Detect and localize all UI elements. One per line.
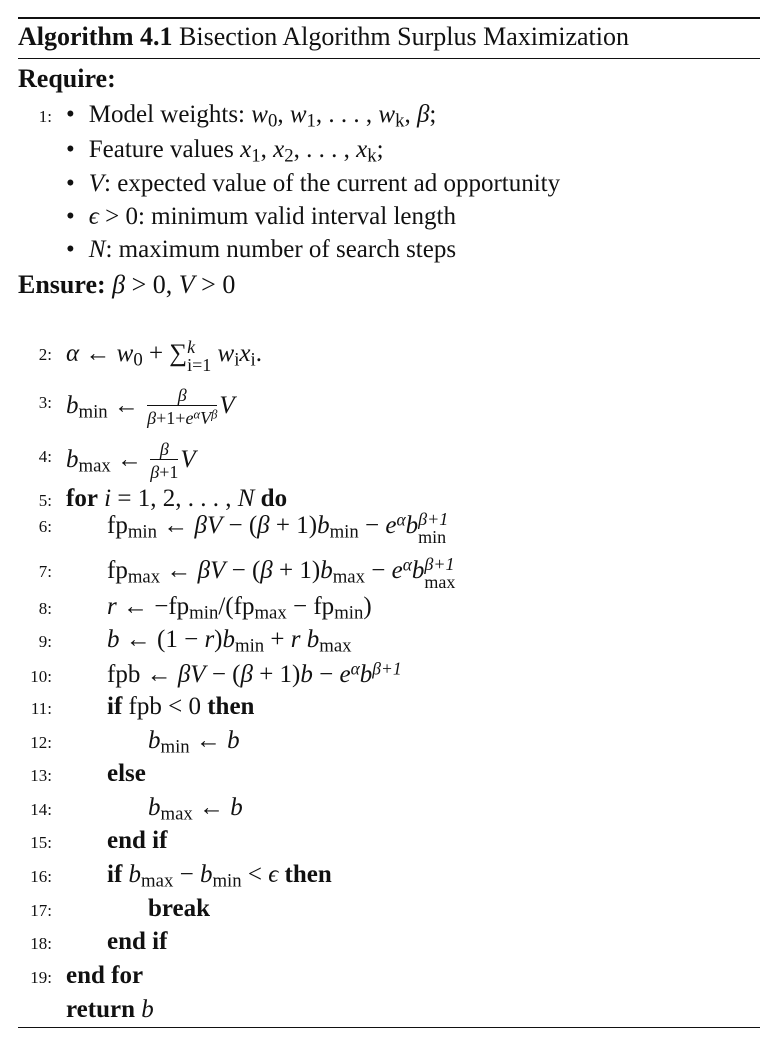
math-symbol: x: [356, 136, 368, 163]
math-symbol: ϵ: [88, 203, 99, 230]
subscript: 1: [251, 145, 261, 167]
require-item-content: [66, 100, 436, 130]
math-symbol: w: [251, 101, 268, 128]
ensure-condition: [106, 270, 236, 299]
superscript: α: [396, 509, 406, 530]
math-symbol: b: [405, 512, 419, 539]
math-symbol: b: [66, 446, 79, 473]
math-text: fpb ←: [107, 661, 178, 688]
line-content: [66, 961, 143, 991]
math-symbol: b: [306, 626, 320, 653]
subscript: k: [367, 145, 377, 167]
math-symbol: r: [204, 626, 215, 653]
line-number: 13:: [30, 766, 52, 785]
subscript: min: [418, 527, 447, 547]
math-symbol: β: [260, 557, 273, 584]
superscript: β+1: [418, 509, 449, 529]
superscript: α: [193, 407, 201, 422]
algorithm-label: Algorithm 4.1: [18, 22, 173, 51]
math-text: ;: [376, 136, 384, 163]
math-symbol: b: [148, 727, 161, 754]
keyword: then: [207, 693, 255, 720]
keyword: end if: [107, 827, 168, 854]
subscript: max: [424, 572, 456, 592]
keyword: if: [107, 693, 123, 720]
math-symbol: w: [378, 101, 396, 128]
math-text: − (: [225, 557, 261, 584]
superscript: β+1: [372, 658, 402, 679]
math-symbol: ϵ: [268, 861, 279, 888]
math-symbol: w: [289, 101, 307, 128]
math-symbol: β: [150, 461, 160, 482]
subscript: max: [78, 455, 111, 477]
math-symbol: b: [148, 794, 161, 821]
keyword: if: [107, 861, 123, 888]
keyword: do: [260, 485, 288, 512]
subscript: max: [319, 635, 352, 657]
subscript: min: [78, 401, 108, 423]
keyword: then: [284, 861, 332, 888]
line-number: 17:: [30, 901, 52, 920]
math-symbol: β: [257, 512, 270, 539]
line-content: [107, 625, 352, 655]
subscript: min: [235, 635, 265, 657]
line-number: 7:: [38, 562, 52, 581]
bullet-icon: •: [66, 236, 75, 263]
math-text: Model weights:: [88, 101, 252, 128]
line-number: 16:: [30, 867, 52, 886]
subscript: 0: [133, 349, 143, 371]
math-text: −: [364, 557, 392, 584]
algorithm-title: Bisection Algorithm Surplus Maximization: [179, 22, 629, 51]
math-text: − (: [222, 512, 258, 539]
line-number: 3:: [38, 393, 52, 412]
math-text: ←: [189, 727, 228, 754]
ensure-line: [18, 270, 235, 300]
math-text: > 0: [194, 270, 236, 299]
math-text: > 0,: [125, 270, 179, 299]
math-text: ← −fp: [116, 593, 190, 620]
math-symbol: w: [217, 340, 235, 367]
math-symbol: N: [88, 236, 106, 263]
line-content: [107, 555, 455, 591]
math-symbol: i: [104, 485, 112, 512]
math-symbol: b: [320, 557, 333, 584]
line-number: 2:: [38, 345, 52, 364]
bullet-icon: •: [66, 203, 75, 230]
require-label: Require:: [18, 64, 116, 93]
math-text: + 1): [272, 557, 321, 584]
sub-superscript: [187, 338, 211, 374]
math-symbol: β: [112, 270, 126, 299]
math-text: + ∑: [142, 340, 188, 367]
math-symbol: V: [180, 446, 196, 473]
math-text: ): [214, 626, 223, 653]
line-content: [66, 995, 154, 1025]
line-content: [107, 592, 372, 622]
math-text: − (: [205, 661, 241, 688]
bottom-rule: [18, 1027, 760, 1028]
bullet-icon: •: [66, 101, 75, 128]
math-symbol: β: [416, 101, 430, 128]
subscript: 1: [306, 110, 316, 132]
keyword: for: [66, 485, 98, 512]
math-symbol: b: [317, 512, 330, 539]
subscript: max: [332, 566, 365, 588]
math-symbol: β: [240, 661, 253, 688]
math-text: ,: [404, 101, 417, 128]
math-symbol: V: [219, 392, 235, 419]
math-text: ,: [277, 101, 290, 128]
ensure-label: Ensure:: [18, 270, 106, 299]
math-text: /(fp: [218, 593, 255, 620]
subscript: min: [329, 521, 359, 543]
subscript: min: [212, 870, 242, 892]
math-symbol: β: [147, 407, 157, 428]
require-item-content: [66, 202, 456, 232]
math-symbol: β: [177, 385, 187, 405]
line-content: [148, 793, 243, 823]
math-symbol: b: [300, 661, 313, 688]
bullet-icon: •: [66, 136, 75, 163]
math-symbol: b: [128, 861, 142, 888]
math-symbol: b: [230, 794, 243, 821]
math-symbol: V: [200, 407, 212, 428]
subscript: min: [160, 736, 190, 758]
math-text: +1: [159, 461, 179, 482]
line-number: 8:: [38, 599, 52, 618]
line-number: 18:: [30, 934, 52, 953]
line-number: 4:: [38, 447, 52, 466]
keyword: end if: [107, 928, 168, 955]
math-symbol: x: [239, 340, 251, 367]
math-symbol: b: [227, 727, 240, 754]
keyword: else: [107, 760, 146, 787]
math-symbol: e: [385, 512, 397, 539]
keyword: return: [66, 996, 135, 1023]
math-text: <: [241, 861, 269, 888]
sub-superscript: [424, 555, 455, 591]
line-content: [148, 726, 240, 756]
subscript: min: [189, 602, 219, 624]
numerator: [150, 440, 178, 460]
keyword: end for: [66, 962, 144, 989]
math-symbol: βV: [177, 661, 206, 688]
math-text: ←: [192, 794, 231, 821]
line-number: 9:: [38, 632, 52, 651]
numerator: [147, 386, 217, 406]
math-text: + 1): [252, 661, 301, 688]
superscript: α: [402, 554, 412, 575]
math-symbol: b: [199, 861, 213, 888]
math-text: ←: [110, 446, 149, 473]
line-content: [66, 440, 196, 482]
require-item-content: [66, 169, 560, 199]
subscript: i: [250, 349, 256, 371]
subscript: min: [127, 521, 157, 543]
math-symbol: b: [66, 392, 79, 419]
math-text: fp: [107, 512, 128, 539]
math-text: , . . . ,: [293, 136, 357, 163]
subscript: 2: [284, 145, 294, 167]
math-text: ←: [160, 557, 198, 584]
superscript: β+1: [424, 554, 455, 574]
math-symbol: N: [237, 485, 255, 512]
math-text: fpb < 0: [122, 693, 208, 720]
denominator: [150, 460, 178, 482]
math-text: : maximum number of search steps: [105, 236, 457, 263]
math-text: +1+: [156, 407, 186, 428]
line-number: 5:: [38, 491, 52, 510]
subscript: max: [127, 566, 161, 588]
subscript: k: [395, 110, 405, 132]
math-symbol: βV: [194, 512, 223, 539]
math-text: −: [312, 661, 340, 688]
math-symbol: e: [391, 557, 403, 584]
math-text: ←: [107, 392, 146, 419]
line-content: [107, 826, 167, 856]
math-text: fp: [107, 557, 128, 584]
subscript: max: [160, 803, 193, 825]
math-text: , . . . ,: [315, 101, 379, 128]
math-symbol: α: [66, 340, 80, 367]
math-text: −: [173, 861, 200, 888]
line-content: [107, 692, 254, 722]
fraction: [147, 386, 217, 428]
line-content: [66, 386, 235, 428]
line-number: 15:: [30, 833, 52, 852]
subscript: 0: [267, 110, 278, 132]
fraction: [150, 440, 178, 482]
math-text: ←: [157, 512, 195, 539]
math-text: .: [255, 340, 262, 367]
math-text: Feature values: [88, 136, 241, 163]
subscript: i: [234, 349, 240, 371]
math-symbol: x: [273, 136, 285, 163]
math-text: ;: [429, 101, 437, 128]
math-text: −: [358, 512, 386, 539]
line-number: 11:: [30, 699, 52, 718]
math-symbol: b: [222, 626, 235, 653]
math-text: ,: [260, 136, 274, 163]
line-content: [107, 510, 448, 546]
math-symbol: e: [185, 407, 194, 428]
line-number: 1:: [38, 107, 52, 126]
sub-superscript: [418, 510, 448, 546]
line-content: [66, 338, 262, 374]
math-symbol: b: [107, 626, 120, 653]
bullet-icon: •: [66, 170, 75, 197]
math-text: + 1): [269, 512, 318, 539]
math-symbol: e: [339, 661, 351, 688]
line-number: 12:: [30, 733, 52, 752]
line-content: [107, 860, 332, 890]
subscript: max: [254, 602, 287, 624]
algorithm-caption: [18, 22, 629, 52]
math-symbol: V: [88, 170, 105, 197]
math-symbol: b: [411, 557, 425, 584]
math-text: − fp: [286, 593, 335, 620]
math-symbol: b: [359, 661, 373, 688]
line-content: [148, 894, 210, 924]
line-number: 14:: [30, 800, 52, 819]
math-text: : expected value of the current ad opportunity: [104, 170, 561, 197]
math-text: ←: [79, 340, 117, 367]
superscript: β: [211, 407, 218, 422]
line-content: [107, 660, 402, 690]
math-symbol: x: [240, 136, 252, 163]
math-symbol: βV: [197, 557, 226, 584]
subscript: min: [334, 602, 364, 624]
math-text: ← (1 −: [119, 626, 205, 653]
math-text: = 1, 2, . . . ,: [111, 485, 238, 512]
line-number: 10:: [30, 667, 52, 686]
require-item-content: [66, 235, 456, 265]
line-content: [107, 927, 167, 957]
superscript: α: [350, 658, 360, 679]
superscript: k: [187, 337, 196, 357]
subscript: i=1: [187, 355, 212, 375]
require-item-content: [66, 135, 384, 165]
math-symbol: w: [116, 340, 134, 367]
top-rule: [18, 17, 760, 19]
math-text: ): [363, 593, 372, 620]
math-text: > 0: minimum valid interval length: [98, 203, 456, 230]
math-symbol: r: [107, 593, 117, 620]
line-number: 19:: [30, 968, 52, 987]
denominator: [147, 406, 217, 428]
math-symbol: V: [178, 270, 195, 299]
line-content: [107, 759, 146, 789]
math-symbol: β: [159, 439, 169, 459]
math-text: +: [264, 626, 291, 653]
math-symbol: r: [290, 626, 301, 653]
line-number: 6:: [38, 517, 52, 536]
caption-rule: [18, 58, 760, 59]
math-symbol: b: [141, 996, 154, 1023]
subscript: max: [141, 870, 174, 892]
keyword: break: [148, 895, 211, 922]
